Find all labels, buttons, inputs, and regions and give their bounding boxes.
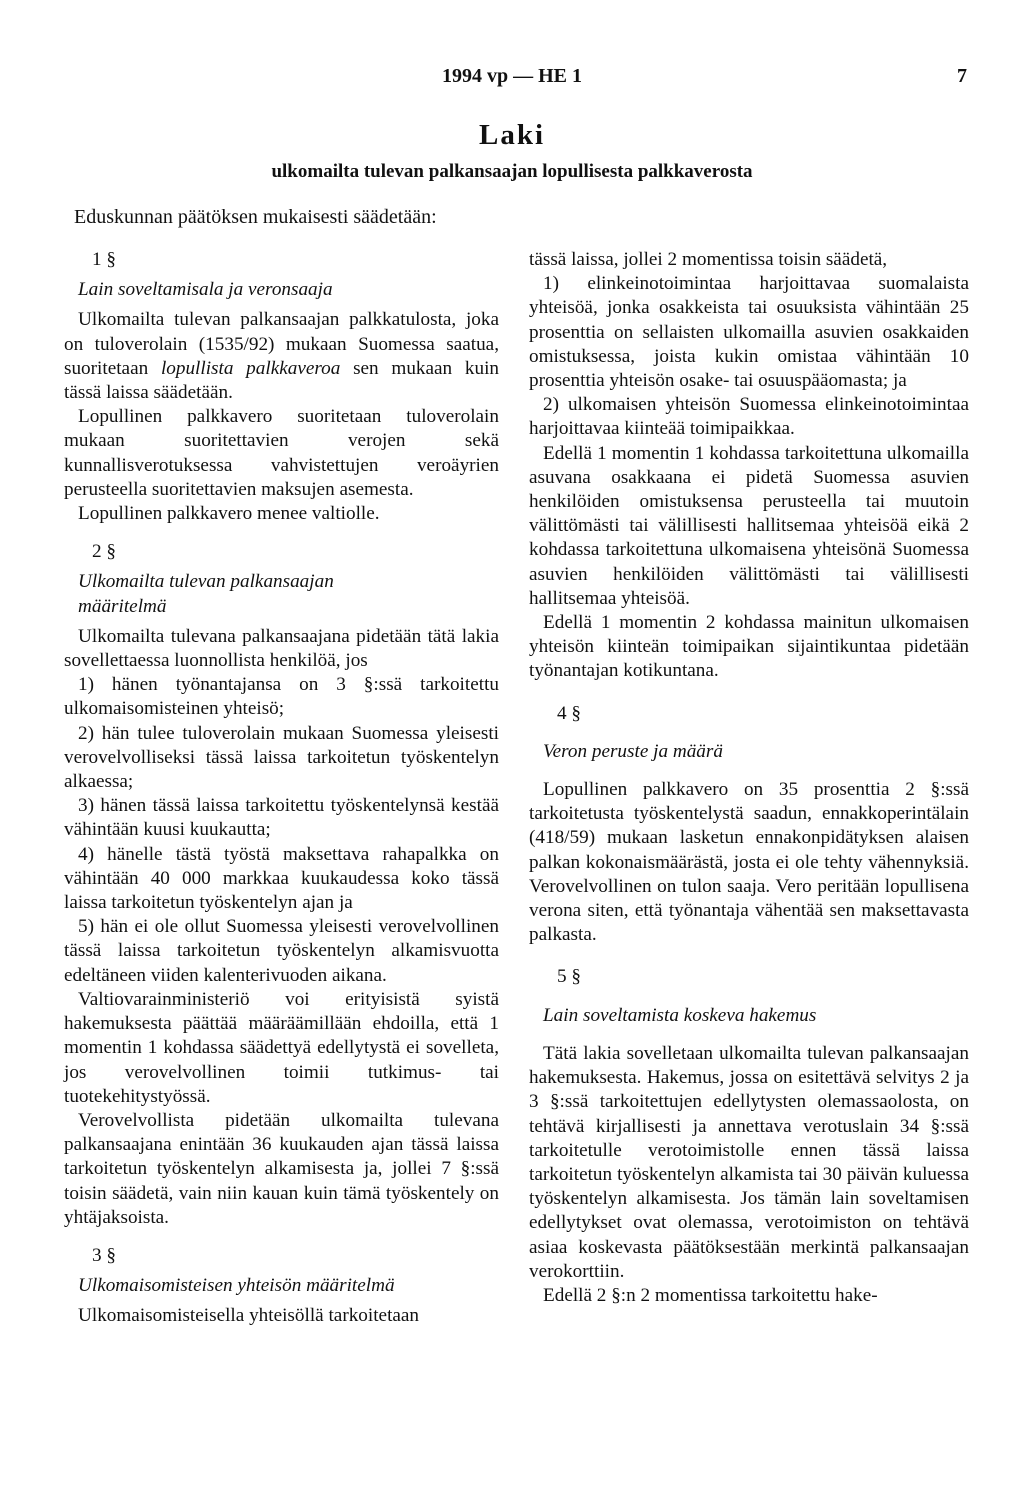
section-4-number: 4 § (557, 702, 581, 724)
section-1-number: 1 § (92, 249, 116, 270)
section-2-heading-line-2: määritelmä (78, 595, 167, 617)
document-title: Laki (478, 119, 546, 151)
section-2-item-2: 2) hän tulee tuloverolain mukaan Suomessa yleisesti verovelvolliseksi tässä laissa tarkoitetun työskentelyn alkaessa; (64, 722, 499, 793)
right-column (529, 248, 969, 1308)
section-3-paragraph-2: Edellä 1 momentin 1 kohdassa tarkoitettuna ulkomailla asuvana osakkaana ei pidetä Suomessa asuvien henkilöiden omistuksensa perusteella tai muutoin välittömästi tai välillisesti hallitsemaa yhteisöä eikä 2 kohdassa tarkoitettuna ulkomaisena yhteisönä Suomessa asuvien henkilöiden välittömästi tai välillisesti hallitsemaa yhteisöä. (529, 442, 969, 609)
section-2-heading-line-1: Ulkomailta tulevan palkansaajan (78, 571, 334, 593)
section-3-number: 3 § (92, 1244, 116, 1266)
section-3-paragraph-1-continued: tässä laissa, jollei 2 momentissa toisin säädetä, (529, 249, 888, 270)
section-5-heading: Lain soveltamista koskeva hakemus (543, 1004, 817, 1026)
section-5-paragraph-1: Tätä lakia sovelletaan ulkomailta tulevan palkansaajan hakemuksesta. Hakemus, jossa on esitettävä selvitys 2 ja 3 §:ssä tarkoitettujen edellytysten olemassaolosta, on tehtävä kirjallisesti ja annettava verotuslain 34 §:ssä tarkoitetulle verotoimistolle ennen tässä laissa tarkoitetun työskentelyn alkamista tai 30 päivän kuluessa työskentelyn alkamisesta. Jos tämän lain soveltamisen edellytykset ovat olemassa, verotoimiston on tehtävä asiaa koskevasta päätöksestään merkintä palkansaajan verokorttiin. (529, 1042, 969, 1282)
section-2-paragraph-3: Verovelvollista pidetään ulkomailta tulevana palkansaajana enintään 36 kuukauden ajan tässä laissa tarkoitetun työskentelyn alkamisesta ja, jollei 7 §:ssä toisin säädetä, vain niin kauan kuin tämä työskentely on yhtäjaksoista. (64, 1109, 499, 1228)
section-5-paragraph-2: Edellä 2 §:n 2 momentissa tarkoitettu hake- (543, 1284, 878, 1306)
section-3-item-1: 1) elinkeinotoimintaa harjoittavaa suomalaista yhteisöä, jonka osakkeista tai osuuksista vähintään 25 prosenttia on sellaisten ulkomailla asuvien osakkaiden omistuksessa, joista kukin omistaa vähintään 10 prosenttia yhteisön osake- tai osuuspääomasta; ja (529, 273, 969, 392)
section-1-paragraph-3: Lopullinen palkkavero menee valtiolle. (78, 503, 380, 525)
section-4-paragraph-1: Lopullinen palkkavero on 35 prosenttia 2 §:ssä tarkoitetusta työskentelystä saadun, ennakkoperintälain (418/59) mukaan lasketun ennakonpidätyksen alaisen palkan kokonaismäärästä, josta ei ole tehty vähennyksiä. Verovelvollinen on tulon saaja. Vero peritään lopullisena verona siten, että työnantaja vähentää sen maksettavasta palkasta. (529, 779, 969, 946)
section-2-item-3: 3) hänen tässä laissa tarkoitettu työskentelynsä kestää vähintään kuusi kuukautta; (64, 795, 499, 841)
section-1-heading: Lain soveltamisala ja veronsaaja (78, 279, 333, 301)
page-number: 7 (957, 65, 967, 87)
running-head (0, 64, 1024, 88)
section-2-item-4: 4) hänelle tästä työstä maksettava rahapalkka on vähintään 40 000 markkaa kuukaudessa koko tässä laissa tarkoitetun työskentelyn ajan ja (64, 843, 499, 914)
running-title: 1994 vp — HE 1 (441, 65, 583, 87)
section-5-number: 5 § (557, 966, 581, 988)
section-2-paragraph-2: Valtiovarainministeriö voi erityisistä syistä hakemuksesta päättää määräämillään ehdoilla, että 1 momentin 1 kohdassa säädettyä edellytystä ei sovelleta, jos verovelvollinen toimii tutkimus- tai tuotekehitystyössä. (64, 988, 499, 1107)
left-column (64, 248, 499, 1329)
section-2-intro: Ulkomailta tulevana palkansaajana pidetään tätä lakia sovellettaessa luonnollista henkilöä, jos (64, 625, 499, 672)
document-subtitle: ulkomailta tulevan palkansaajan lopullisesta palkkaverosta (271, 161, 753, 182)
section-3-paragraph-1-start: Ulkomaisomisteisella yhteisöllä tarkoitetaan (78, 1305, 420, 1327)
section-4-heading: Veron peruste ja määrä (543, 740, 723, 762)
section-2-item-1: 1) hänen työnantajansa on 3 §:ssä tarkoitettu ulkomaisomisteinen yhteisö; (64, 674, 499, 720)
section-2-item-5: 5) hän ei ole ollut Suomessa yleisesti verovelvollinen tässä laissa tarkoitetun työskentelyn alkamisvuotta edeltäneen viiden kalenterivuoden aikana. (64, 916, 499, 986)
defined-term: lopullista palkkaveroa (160, 357, 341, 379)
section-3-paragraph-3: Edellä 1 momentin 2 kohdassa mainitun ulkomaisen yhteisön kiinteän toimipaikan sijaintikuntaa pidetään työnantajan kotikuntana. (529, 612, 969, 682)
enactment-clause: Eduskunnan päätöksen mukaisesti säädetään: (74, 206, 437, 228)
section-3-heading: Ulkomaisomisteisen yhteisön määritelmä (78, 1275, 395, 1297)
section-1-paragraph-1: Ulkomailta tulevan palkansaajan palkkatulosta, joka on tuloverolain (1535/92) mukaan Suomessa saatua, suoritetaan lopullista palkkaveroa sen mukaan kuin tässä laissa säädetään. (64, 309, 499, 404)
section-2-number: 2 § (92, 541, 116, 563)
section-1-paragraph-2: Lopullinen palkkavero suoritetaan tuloverolain mukaan suoritettavien verojen sekä kunnallisverotuksessa vahvistettujen veroäyrien perusteella suoritettavien maksujen asemesta. (64, 406, 499, 500)
section-3-item-2: 2) ulkomaisen yhteisön Suomessa elinkeinotoimintaa harjoittavaa kiinteää toimipaikkaa. (529, 394, 969, 440)
